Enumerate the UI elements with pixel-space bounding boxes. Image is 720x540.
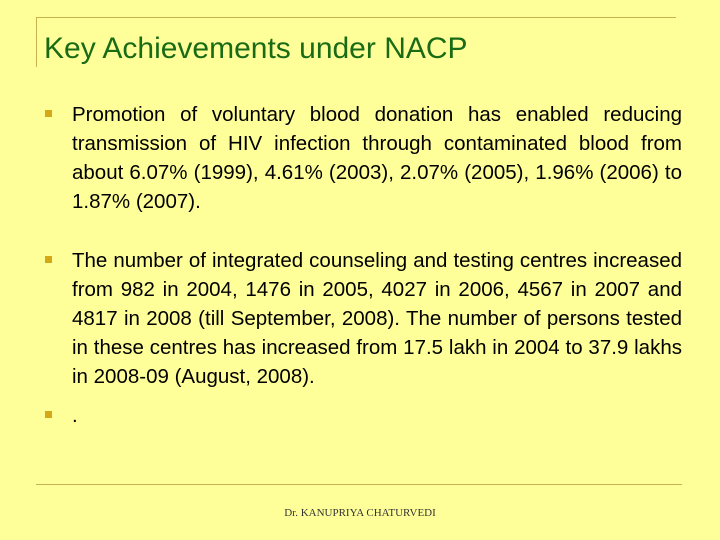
square-bullet-icon	[45, 411, 52, 418]
bullet-text: .	[72, 404, 78, 427]
square-bullet-icon	[45, 110, 52, 117]
bullet-text: The number of integrated counseling and testing centres increased from 982 in 2004, 1476 in 2005, 4027 in 2006, 4567 in 2007 and 4817 in 2008 (till September, 2008). The number of persons tested in these centres has increased from 17.5 lakh in 2004 to 37.9 lakhs in 2008-09 (August, 2008).	[72, 249, 682, 388]
slide-title: Key Achievements under NACP	[44, 32, 468, 65]
title-left-divider	[36, 17, 37, 67]
bullet-text: Promotion of voluntary blood donation has enabled reducing transmission of HIV infection through contaminated blood from about 6.07% (1999), 4.61% (2003), 2.07% (2005), 1.96% (2006) to 1.87% (2007).	[72, 103, 682, 213]
bullet-list	[42, 100, 682, 430]
bullet-item	[42, 401, 682, 430]
bullet-item	[42, 100, 682, 216]
square-bullet-icon	[45, 256, 52, 263]
bottom-divider	[36, 484, 682, 485]
footer-author: Dr. KANUPRIYA CHATURVEDI	[284, 507, 436, 519]
bullet-item	[42, 246, 682, 391]
top-divider	[36, 17, 676, 18]
